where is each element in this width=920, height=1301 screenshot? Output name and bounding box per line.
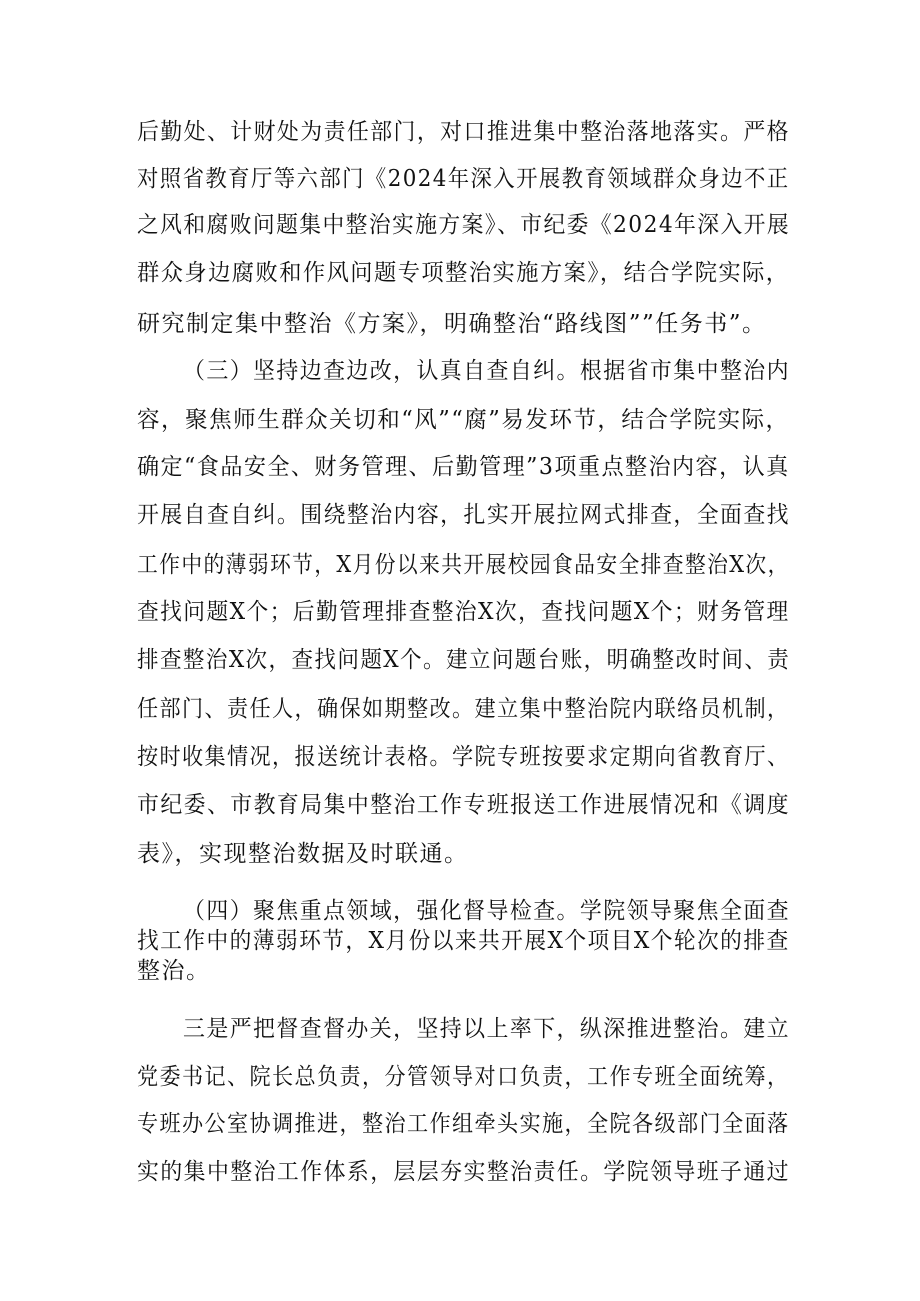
text-line: 专班办公室协调推进，整治工作组牵头实施，全院各级部门全面落 xyxy=(137,1111,790,1137)
text-line: 容，聚焦师生群众关切和“风”“腐”易发环节，结合学院实际， xyxy=(137,407,790,433)
text-line: 按时收集情况，报送统计表格。学院专班按要求定期向省教育厅、 xyxy=(137,744,790,770)
text-line: 工作中的薄弱环节，X月份以来共开展校园食品安全排查整治X次， xyxy=(137,552,790,578)
text-line: 表》，实现整治数据及时联通。 xyxy=(137,841,469,867)
text-line: 开展自查自纠。围绕整治内容，扎实开展拉网式排查，全面查找 xyxy=(137,502,791,528)
text-line: 后勤处、计财处为责任部门，对口推进集中整治落地落实。严格 xyxy=(137,119,791,145)
text-line: 研究制定集中整治《方案》，明确整治“路线图””任务书”。 xyxy=(137,311,767,337)
text-line: 整治。 xyxy=(137,958,211,984)
text-line: 党委书记、院长总负责，分管领导对口负责，工作专班全面统筹， xyxy=(137,1064,790,1090)
text-line: 任部门、责任人，确保如期整改。建立集中整治院内联络员机制， xyxy=(137,696,790,722)
text-line: 查找问题X个；后勤管理排查整治X次，查找问题X个；财务管理 xyxy=(137,599,790,625)
text-line: （四）聚焦重点领域，强化督导检查。学院领导聚焦全面查 xyxy=(183,898,790,924)
text-line: 找工作中的薄弱环节，X月份以来共开展X个项目X个轮次的排查 xyxy=(137,928,790,954)
text-line: 之风和腐败问题集中整治实施方案》、市纪委《2024年深入开展 xyxy=(137,212,791,238)
text-line: （三）坚持边查边改，认真自查自纠。根据省市集中整治内 xyxy=(183,358,790,384)
text-line: 排查整治X次，查找问题X个。建立问题台账，明确整改时间、责 xyxy=(137,647,791,673)
text-line: 确定“食品安全、财务管理、后勤管理”3项重点整治内容，认真 xyxy=(137,454,790,480)
text-line: 群众身边腐败和作风问题专项整治实施方案》，结合学院实际， xyxy=(137,260,790,286)
text-line: 实的集中整治工作体系，层层夯实整治责任。学院领导班子通过 xyxy=(137,1159,791,1185)
text-line: 对照省教育厅等六部门《2024年深入开展教育领域群众身边不正 xyxy=(137,166,790,192)
text-line: 市纪委、市教育局集中整治工作专班报送工作进展情况和《调度 xyxy=(137,792,791,818)
text-line: 三是严把督查督办关，坚持以上率下，纵深推进整治。建立 xyxy=(183,1016,790,1042)
